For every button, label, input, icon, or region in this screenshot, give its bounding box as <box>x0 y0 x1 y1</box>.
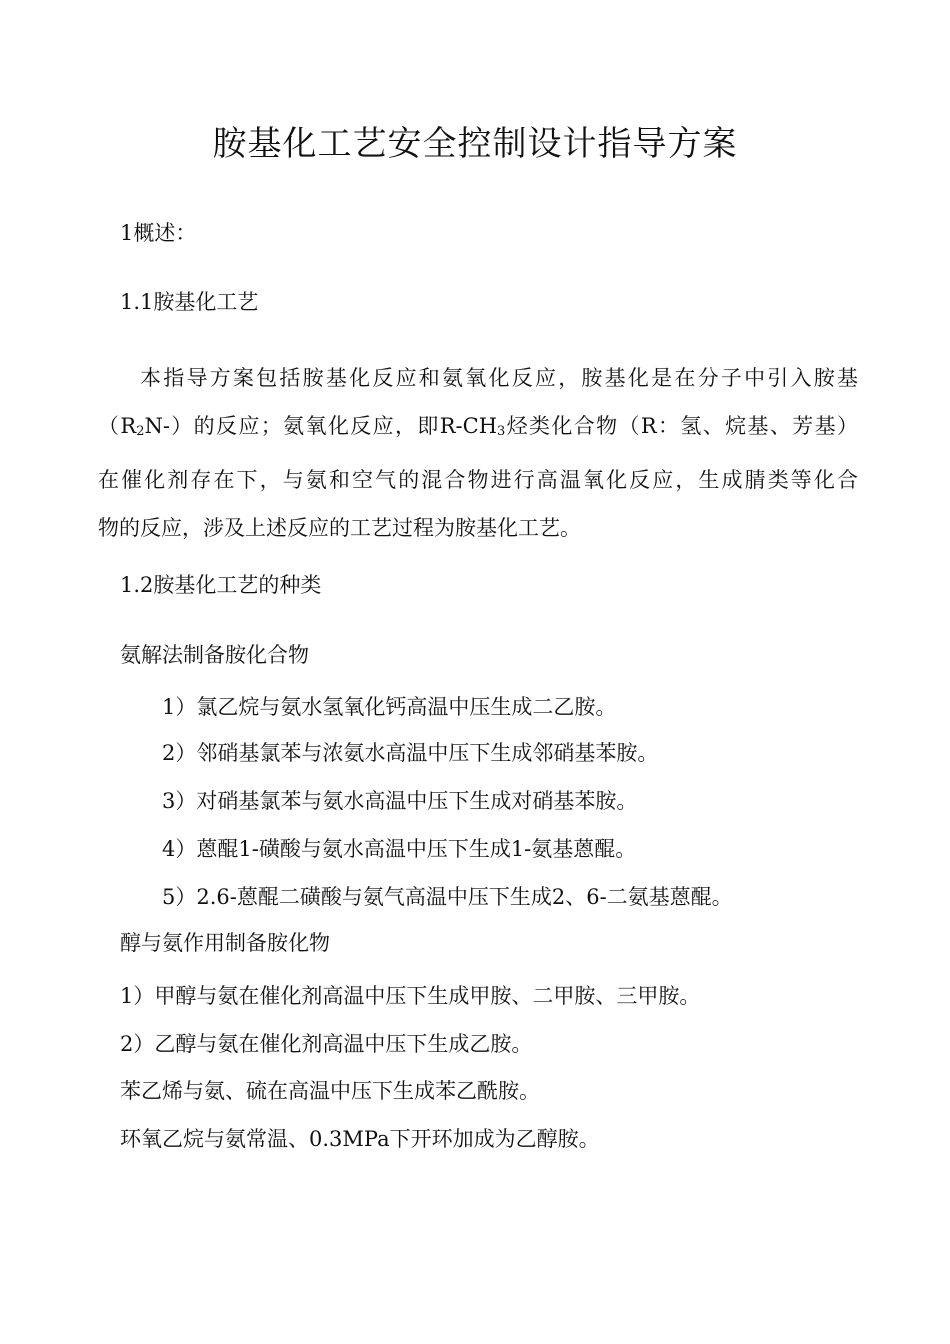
list-item: 2）乙醇与氨在催化剂高温中压下生成乙胺。 <box>120 1032 533 1056</box>
list-item: 3）对硝基氯苯与氨水高温中压下生成对硝基苯胺。 <box>162 789 638 813</box>
intro-paragraph <box>98 354 858 552</box>
group-heading-alcohol-ammonia: 醇与氨作用制备胺化物 <box>120 931 330 955</box>
group-heading-ammonolysis: 氨解法制备胺化合物 <box>120 643 309 667</box>
intro-paragraph-line: 物的反应，涉及上述反应的工艺过程为胺基化工艺。 <box>98 516 581 540</box>
text-line-ethylene-oxide: 环氧乙烷与氨常温、0.3MPa下开环加成为乙醇胺。 <box>120 1127 600 1151</box>
list-item: 2）邻硝基氯苯与浓氨水高温中压下生成邻硝基苯胺。 <box>162 741 659 765</box>
list-item: 5）2.6-蒽醌二磺酸与氨气高温中压下生成2、6-二氨基蒽醌。 <box>162 885 733 909</box>
subscript: 2 <box>136 424 145 439</box>
document-title: 胺基化工艺安全控制设计指导方案 <box>212 124 738 164</box>
section-heading-amination-process: 1.1胺基化工艺 <box>120 290 259 314</box>
subscript: 3 <box>497 424 506 439</box>
intro-paragraph-line: 本指导方案包括胺基化反应和氨氧化反应，胺基化是在分子中引入胺基 <box>140 366 858 390</box>
intro-paragraph-line <box>98 402 858 456</box>
text-fragment: （R <box>98 414 137 438</box>
list-item: 1）氯乙烷与氨水氢氧化钙高温中压生成二乙胺。 <box>162 695 617 719</box>
intro-paragraph-line: 在催化剂存在下，与氨和空气的混合物进行高温氧化反应，生成腈类等化合 <box>98 468 858 492</box>
list-item: 1）甲醇与氨在催化剂高温中压下生成甲胺、二甲胺、三甲胺。 <box>120 984 701 1008</box>
list-item: 4）蒽醌1-磺酸与氨水高温中压下生成1-氨基蒽醌。 <box>162 837 637 861</box>
text-fragment: 烃类化合物（R：氢、烷基、芳基） <box>505 414 858 438</box>
section-heading-overview: 1概述： <box>120 221 197 245</box>
text-fragment: N-）的反应；氨氧化反应，即R-CH <box>144 414 498 438</box>
section-heading-amination-types: 1.2胺基化工艺的种类 <box>120 573 322 597</box>
text-line-styrene: 苯乙烯与氨、硫在高温中压下生成苯乙酰胺。 <box>120 1079 540 1103</box>
